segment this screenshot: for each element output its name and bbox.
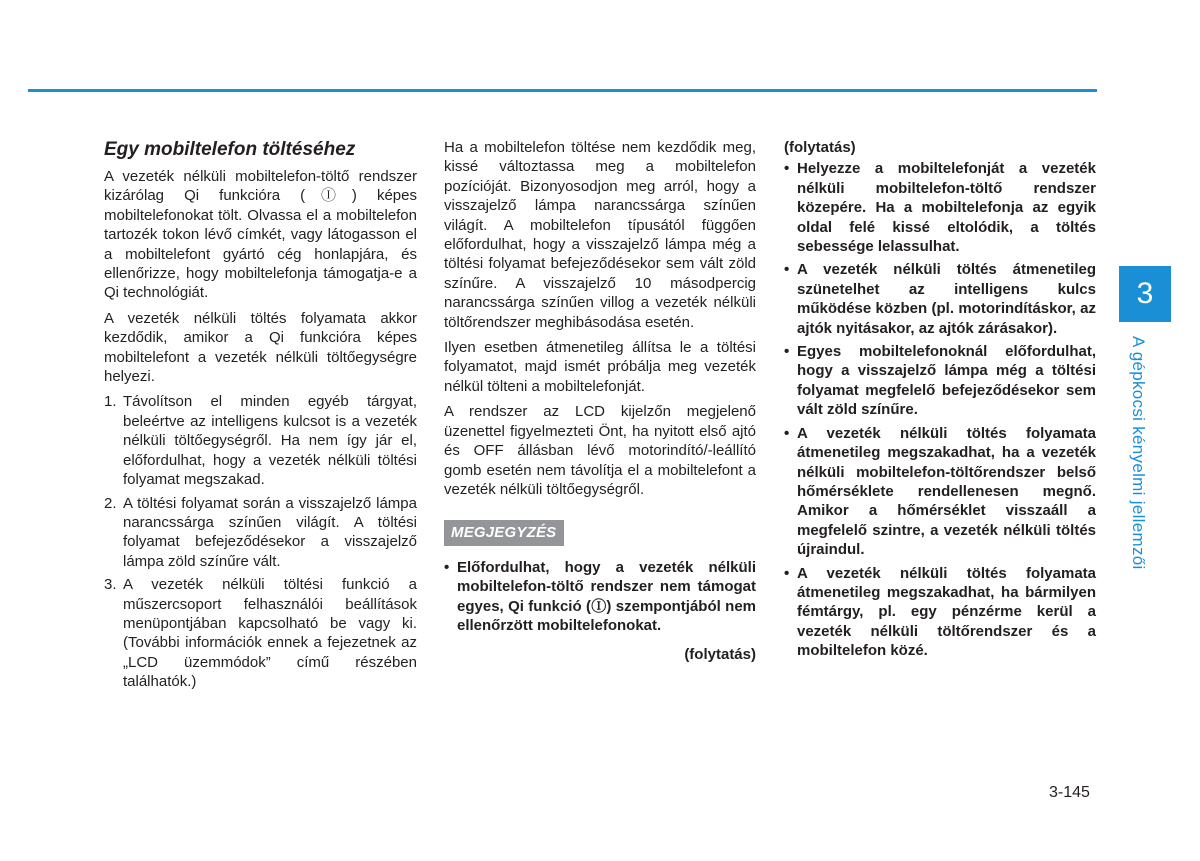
- paragraph: A vezeték nélküli mobiltelefon-töltő rendszer kizárólag Qi funkcióra (Ⓘ) képes mobiltelefonokat tölt. Olvassa el a mobiltelefon tartozék tokon lévő címkét, vagy látogasson el a mobiltelefont gyártó cég honlapjára, és ellenőrizze, hogy mobiltelefonja támogatja-e a Qi technológiát.: [104, 168, 417, 302]
- note-label: MEGJEGYZÉS: [444, 520, 564, 545]
- bullet-icon: •: [444, 558, 450, 576]
- bullet-icon: •: [784, 343, 790, 361]
- bullet-text: A vezeték nélküli töltés folyamata átmenetileg megszakadhat, ha a vezeték nélküli mobiltelefon-töltőrendszer belső hőmérséklete rendellenesen megnő. Amikor a hőmérséklet visszaáll a megfelelő szintre, a vezeték nélküli töltés újraindul.: [797, 424, 1096, 559]
- bullet-text: A vezeték nélküli töltés átmenetileg szünetelhet az intelligens kulcs működése közben (pl. motorindításkor, az ajtók nyitásakor, az ajtók zárásakor).: [797, 261, 1096, 337]
- continued-label: (folytatás): [684, 646, 756, 664]
- list-item: [784, 260, 1096, 338]
- steps-list: [104, 392, 417, 691]
- step-number: 3.: [104, 576, 117, 594]
- step-text: A vezeték nélküli töltési funkció a műszercsoport felhasználói beállítások menüpontjában kapcsolható be vagy ki. (További információk ennek a fejezetnek az „LCD üzemmódok” című részében találhatók.): [123, 576, 417, 691]
- note-list-continued: [784, 159, 1096, 660]
- header-rule: [28, 89, 1097, 92]
- bullet-text: A vezeték nélküli töltés folyamata átmenetileg megszakadhat, ha bármilyen fémtárgy, pl. egy pénzérme kerül a vezeték nélküli töltőrendszer és a mobiltelefon közé.: [797, 564, 1096, 660]
- paragraph: Ha a mobiltelefon töltése nem kezdődik meg, kissé változtassa meg a mobiltelefon pozícióját. Bizonyosodjon meg arról, hogy a visszajelző lámpa narancssárga színűen világít. A mobiltelefon típusától függően előfordulhat, hogy a visszajelző lámpa még a töltési folyamat befejeződésekor sem vált zöld színűre. A visszajelző 10 másodpercig narancssárga színűen villog a vezeték nélküli töltőrendszer meghibásodása esetén.: [444, 139, 756, 331]
- chapter-number-tab: 3: [1119, 266, 1171, 322]
- continued-heading: (folytatás): [784, 139, 856, 156]
- list-item: [784, 159, 1096, 256]
- column-right: [784, 138, 1096, 665]
- list-item: [784, 564, 1096, 661]
- paragraph: A rendszer az LCD kijelzőn megjelenő üzenettel figyelmezteti Önt, ha nyitott első ajtó és OFF állásban lévő motorindító/-leállító gomb esetén nem távolítja el a mobiltelefont a vezeték nélküli töltőegységről.: [444, 403, 756, 498]
- list-item: [784, 342, 1096, 420]
- step-number: 1.: [104, 393, 117, 411]
- bullet-text: Helyezze a mobiltelefonját a vezeték nélküli mobiltelefon-töltő rendszer közepére. Ha a mobiltelefonja az egyik oldal felé kissé eltolódik, a töltés sebessége lelassulhat.: [797, 160, 1096, 256]
- list-item: [104, 392, 417, 489]
- column-left: [104, 138, 417, 696]
- list-item: [104, 575, 417, 691]
- paragraph: A vezeték nélküli töltés folyamata akkor kezdődik, amikor a Qi funkcióra képes mobiltelefont a vezeték nélküli töltőegységre helyezi.: [104, 309, 417, 386]
- bullet-text: Egyes mobiltelefonoknál előfordulhat, hogy a visszajelző lámpa még a töltési folyamat megfelelő befejeződésekor sem vált zöld színűre.: [797, 343, 1096, 419]
- section-title: Egy mobiltelefon töltéséhez: [104, 139, 356, 160]
- step-text: A töltési folyamat során a visszajelző lámpa narancssárga színűen világít. A töltési folyamat befejeződésekor a visszajelző lámpa zöld színűre vált.: [123, 494, 417, 570]
- bullet-text: Előfordulhat, hogy a vezeték nélküli mobiltelefon-töltő rendszer nem támogat egyes, Qi funkció (Ⓘ) szempontjából nem ellenőrzött mobiltelefonokat.: [457, 558, 756, 634]
- note-list: [444, 558, 756, 636]
- list-item: [784, 424, 1096, 560]
- chapter-title-side: [1128, 336, 1152, 571]
- list-item: [104, 494, 417, 572]
- step-text: Távolítson el minden egyéb tárgyat, beleértve az intelligens kulcsot is a vezeték nélküli töltőegységről. Ha nem így jár el, előfordulhat, hogy a vezeték nélküli töltési folyamat megszakad.: [123, 393, 417, 489]
- page-number: 3-145: [1049, 784, 1090, 801]
- step-number: 2.: [104, 494, 117, 512]
- bullet-icon: •: [784, 261, 790, 279]
- chapter-title-text: A gépkocsi kényelmi jellemzői: [1129, 336, 1148, 570]
- bullet-icon: •: [784, 160, 790, 178]
- column-middle: [444, 138, 756, 665]
- bullet-icon: •: [784, 424, 790, 442]
- list-item: [444, 558, 756, 636]
- paragraph: Ilyen esetben átmenetileg állítsa le a töltési folyamatot, majd ismét próbálja meg vezeték nélkül tölteni a mobiltelefonját.: [444, 339, 756, 395]
- bullet-icon: •: [784, 564, 790, 582]
